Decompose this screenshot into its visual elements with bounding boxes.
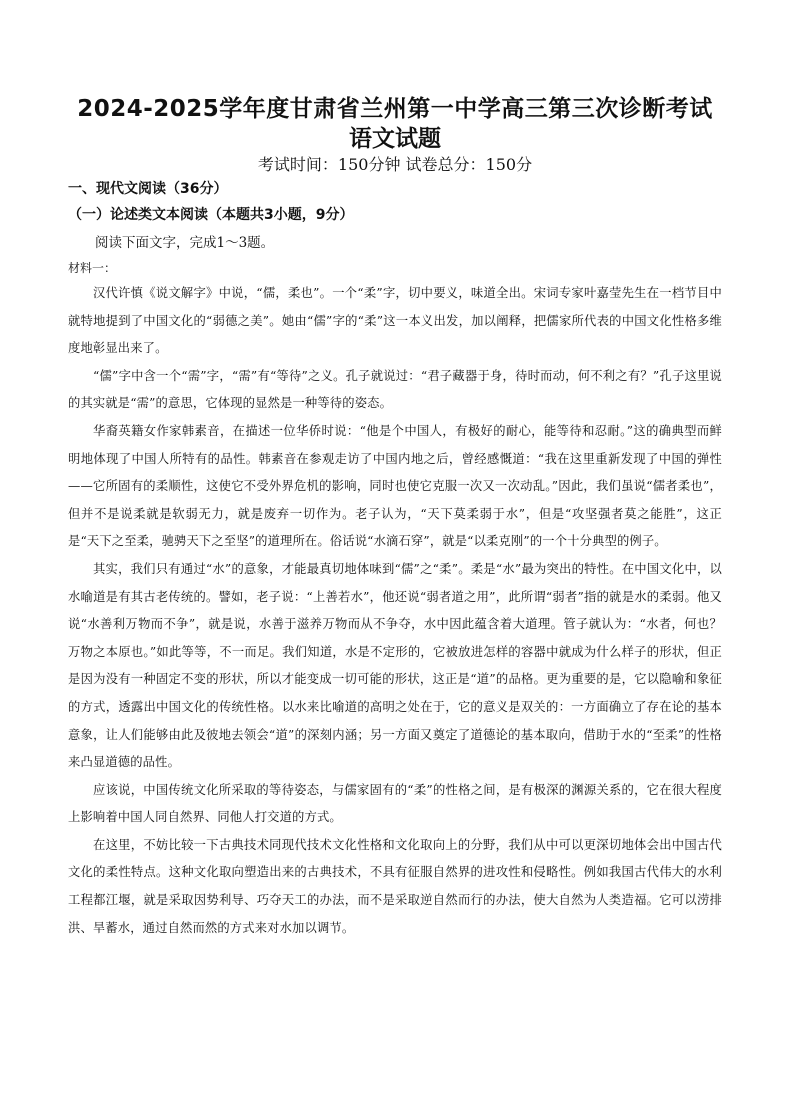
subsection-heading: （一）论述类文本阅读（本题共3小题，9分） [68,207,354,223]
passage-paragraph: 其实，我们只有通过“水”的意象，才能最真切地体味到“儒”之“柔”。柔是“水”最为突出的特性。在中国文化中，以水喻道是有其古老传统的。譬如，老子说：“上善若水”，他还说“弱者道之用”，此所谓“弱者”指的就是水的柔弱。他又说“水善利万物而不争”，就是说，水善于滋养万物而从不争夺，水中因此蕴含着大道理。管子就认为：“水者，何也？万物之本原也。”如此等等，不一而足。我们知道，水是不定形的，它被放进怎样的容器中就成为什么样子的形状，但正是因为没有一种固定不变的形状，所以才能变成一切可能的形状，这正是“道”的品格。更为重要的是，它以隐喻和象征的方式，透露出中国文化的传统性格。以水来比喻道的高明之处在于，它的意义是双关的：一方面确立了存在论的基本意象，让人们能够由此及彼地去领会“道”的深刻内涵；另一方面又奠定了道德论的基本取向，借助于水的“至柔”的性格来凸显道德的品性。 [68,561,722,770]
material-label: 材料一： [68,261,117,275]
passage-paragraph: 应该说，中国传统文化所采取的等待姿态，与儒家固有的“柔”的性格之间，是有极深的渊源关系的，它在很大程度上影响着中国人同自然界、同他人打交道的方式。 [68,782,722,825]
passage-paragraph: “儒”字中含一个“需”字，“需”有“等待”之义。孔子就说过：“君子藏器于身，待时而动，何不利之有？”孔子这里说的其实就是“需”的意思，它体现的显然是一种等待的姿态。 [68,368,722,411]
passage-paragraph: 在这里，不妨比较一下古典技术同现代技术文化性格和文化取向上的分野，我们从中可以更深切地体会出中国古代文化的柔性特点。这种文化取向塑造出来的古典技术，不具有征服自然界的进攻性和侵略性。例如我国古代伟大的水利工程都江堰，就是采取因势利导、巧夺天工的办法，而不是采取逆自然而行的办法，使大自然为人类造福。它可以涝排洪、旱蓄水，通过自然而然的方式来对水加以调节。 [68,837,722,935]
exam-time-and-score: 考试时间：150分钟 试卷总分：150分 [257,155,533,174]
section-heading: 一、现代文阅读（36分） [68,181,228,197]
passage-paragraph: 华裔英籍女作家韩素音，在描述一位华侨时说：“他是个中国人，有极好的耐心，能等待和忍耐。”这的确典型而鲜明地体现了中国人所特有的品性。韩素音在参观走访了中国内地之后，曾经感慨道：“我在这里重新发现了中国的弹性——它所固有的柔顺性，这使它不受外界危机的影响，同时也使它克服一次又一次动乱。”因此，我们虽说“儒者柔也”，但并不是说柔就是软弱无力，就是废弃一切作为。老子认为，“天下莫柔弱于水”，但是“攻坚强者莫之能胜”，这正是“天下之至柔，驰骋天下之至坚”的道理所在。俗话说“水滴石穿”，就是“以柔克刚”的一个十分典型的例子。 [68,423,722,549]
passage-paragraph: 汉代许慎《说文解字》中说，“儒，柔也”。一个“柔”字，切中要义，味道全出。宋词专家叶嘉莹先生在一档节目中就特地提到了中国文化的“弱德之美”。她由“儒”字的“柔”这一本义出发，加以阐释，把儒家所代表的中国文化性格多维度地彰显出来了。 [68,286,722,356]
exam-title: 2024-2025学年度甘肃省兰州第一中学高三第三次诊断考试 [77,96,713,122]
reading-instruction: 阅读下面文字，完成1～3题。 [95,235,275,251]
exam-subject-title: 语文试题 [349,126,441,152]
